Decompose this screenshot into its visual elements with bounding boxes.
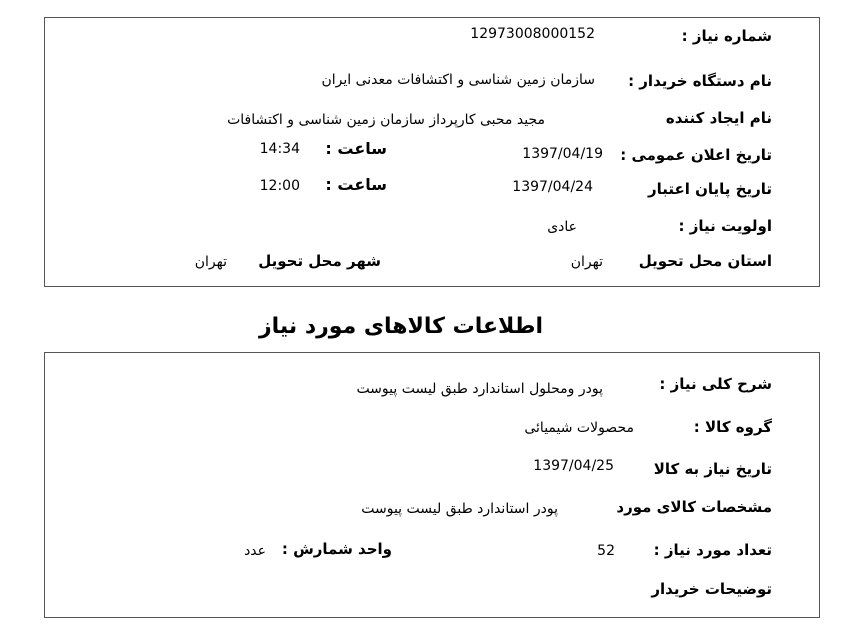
- specs-value: پودر استاندارد طبق لیست پیوست: [361, 501, 558, 517]
- priority-value: عادی: [547, 219, 577, 235]
- section-title: اطلاعات کالاهای مورد نیاز: [259, 314, 543, 339]
- province-label: استان محل تحویل: [638, 252, 772, 270]
- announce-date-value: 1397/04/19: [522, 146, 603, 162]
- notes-label: توضیحات خریدار: [651, 580, 772, 598]
- qty-value: 52: [597, 543, 615, 559]
- province-value: تهران: [570, 254, 603, 270]
- need-number-value: 12973008000152: [470, 26, 595, 42]
- qty-label: تعداد مورد نیاز :: [653, 541, 772, 559]
- need-number-label: شماره نیاز :: [681, 27, 772, 45]
- specs-label: مشخصات کالای مورد: [616, 498, 772, 516]
- buyer-org-label: نام دستگاه خریدار :: [628, 72, 772, 90]
- creator-label: نام ایجاد کننده: [665, 109, 772, 127]
- need-date-label: تاریخ نیاز به کالا: [653, 460, 772, 478]
- validity-date-label: تاریخ پایان اعتبار: [647, 180, 772, 198]
- validity-time-label: ساعت :: [325, 175, 387, 194]
- announce-date-label: تاریخ اعلان عمومی :: [620, 146, 772, 164]
- summary-label: شرح کلی نیاز :: [659, 375, 772, 393]
- unit-label: واحد شمارش :: [281, 540, 392, 558]
- announce-time-label: ساعت :: [325, 139, 387, 158]
- summary-value: پودر ومحلول استاندارد طبق لیست پیوست: [356, 381, 603, 397]
- priority-label: اولویت نیاز :: [678, 217, 772, 235]
- creator-value: مجید محبی کارپرداز سازمان زمین شناسی و اکتشافات: [227, 112, 545, 128]
- unit-value: عدد: [244, 543, 266, 559]
- city-value: تهران: [194, 254, 227, 270]
- city-label: شهر محل تحویل: [258, 252, 381, 270]
- group-label: گروه کالا :: [693, 418, 772, 436]
- group-value: محصولات شیمیائی: [524, 420, 634, 436]
- validity-time-value: 12:00: [259, 178, 300, 194]
- validity-date-value: 1397/04/24: [512, 179, 593, 195]
- announce-time-value: 14:34: [259, 141, 300, 157]
- buyer-org-value: سازمان زمین شناسی و اکتشافات معدنی ایران: [321, 72, 595, 88]
- need-date-value: 1397/04/25: [533, 458, 614, 474]
